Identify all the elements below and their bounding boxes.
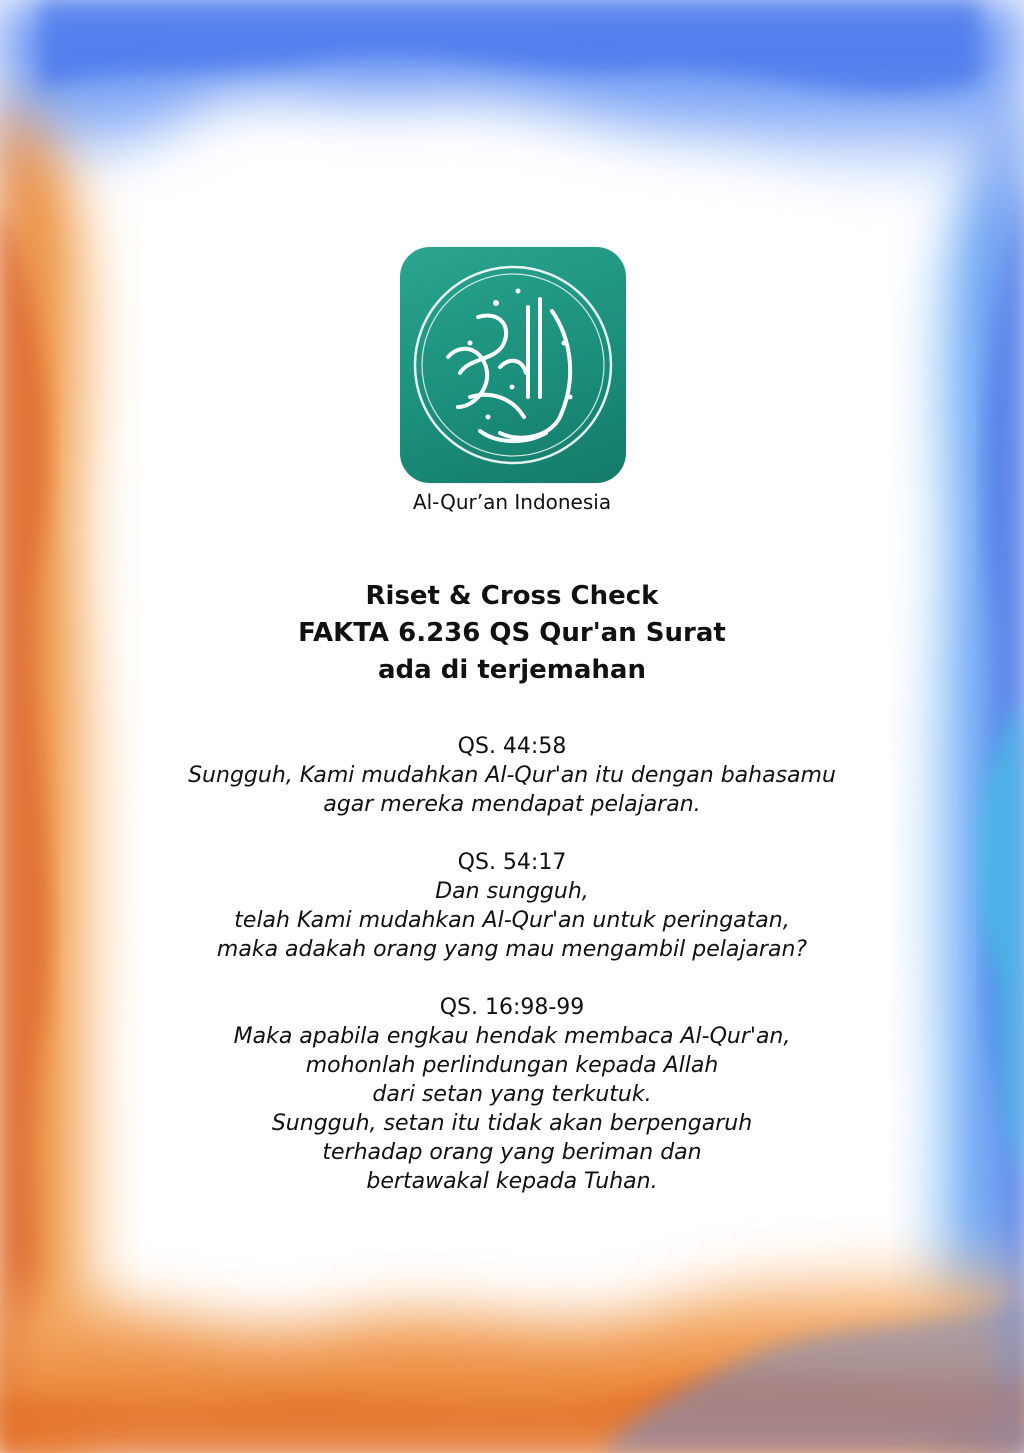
- verse-line: Sungguh, Kami mudahkan Al-Qur'an itu dengan bahasamu: [188, 763, 836, 788]
- verse-line: bertawakal kepada Tuhan.: [366, 1169, 658, 1194]
- page-title: [0, 578, 1024, 689]
- verse-block: [0, 732, 1024, 819]
- verse-reference: QS. 16:98-99: [439, 995, 585, 1020]
- quran-calligraphy-icon: [400, 247, 626, 483]
- app-icon: [400, 247, 626, 483]
- verse-line: terhadap orang yang beriman dan: [322, 1140, 702, 1165]
- verse-line: maka adakah orang yang mau mengambil pelajaran?: [216, 937, 808, 962]
- verse-block: [0, 993, 1024, 1196]
- app-name: Al-Qur’an Indonesia: [412, 490, 612, 514]
- title-line-1: Riset & Cross Check: [365, 581, 659, 611]
- verse-line: Sungguh, setan itu tidak akan berpengaruh: [271, 1111, 753, 1136]
- title-line-2: FAKTA 6.236 QS Qur'an Surat: [298, 618, 726, 648]
- verse-line: Maka apabila engkau hendak membaca Al-Qur'an,: [233, 1024, 791, 1049]
- verse-line: mohonlah perlindungan kepada Allah: [305, 1053, 719, 1078]
- verse-line: agar mereka mendapat pelajaran.: [323, 792, 701, 817]
- verse-block: [0, 848, 1024, 964]
- verse-reference: QS. 54:17: [457, 850, 567, 875]
- verse-line: Dan sungguh,: [435, 879, 589, 904]
- title-line-3: ada di terjemahan: [378, 655, 646, 685]
- verse-reference: QS. 44:58: [457, 734, 567, 759]
- verse-line: dari setan yang terkutuk.: [372, 1082, 652, 1107]
- verse-line: telah Kami mudahkan Al-Qur'an untuk peringatan,: [234, 908, 790, 933]
